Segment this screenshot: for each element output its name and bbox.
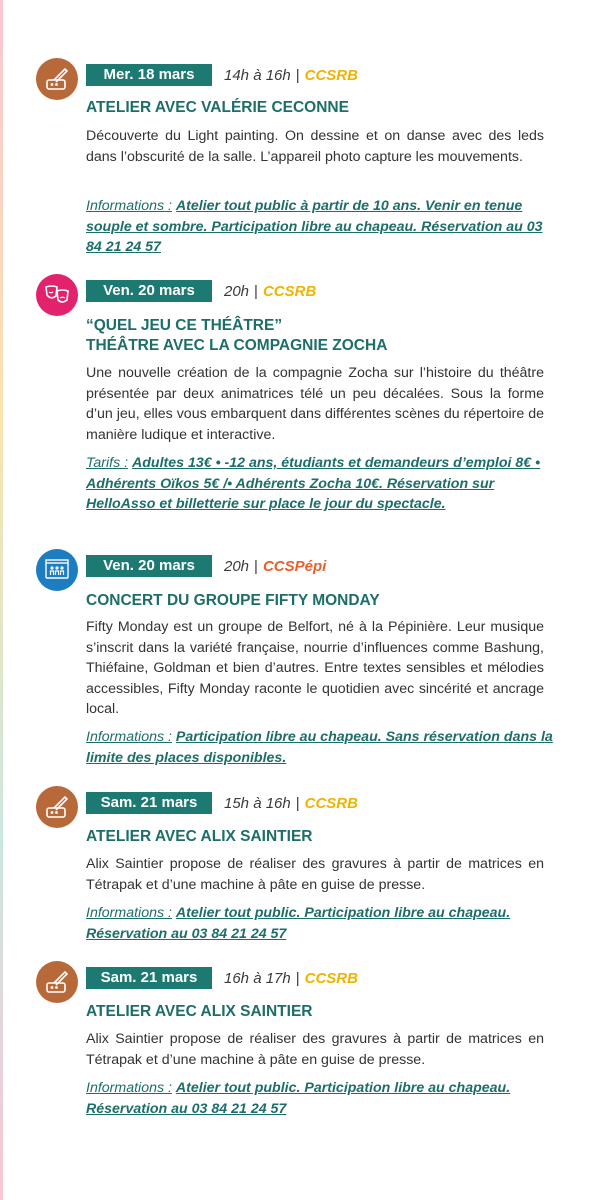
event-title [86, 316, 387, 356]
info-text: Adultes 13€ • -12 ans, étudiants et demandeurs d’emploi 8€ • Adhérents Oïkos 5€ /• Adhérents Zocha 10€. Réservation sur HelloAsso et billetterie sur place le jour du spectacle. [86, 455, 541, 512]
event-title-line: ATELIER AVEC ALIX SAINTIER [86, 828, 313, 845]
event-description: Une nouvelle création de la compagnie Zocha sur l’histoire du théâtre présentée par deux animatrices télé un peu décalées. Sous la forme d’un jeu, elles vous embarquent dans différentes scènes du répertoire de manière ludique et interactive. [86, 365, 544, 443]
event-description: Fifty Monday est un groupe de Belfort, né à la Pépinière. Leur musique s’inscrit dans la variété française, nourrie d’influences comme Bashung, Thiéfaine, Goldman et bien d’autres. Entre textes sensibles et mélodies accessibles, Fifty Monday raconte le quotidien avec sincérité et ancrage local. [86, 619, 544, 717]
info-text: Atelier tout public à partir de 10 ans. Venir en tenue souple et sombre. Participation libre au chapeau. Réservation au 03 84 21 24 57 [86, 198, 543, 255]
event-title [86, 1002, 312, 1022]
date-badge: Sam. 21 mars [86, 967, 212, 989]
event-header [86, 792, 358, 814]
event-title-line: ATELIER AVEC VALÉRIE CECONNE [86, 99, 349, 116]
date-badge: Mer. 18 mars [86, 64, 212, 86]
venue-label: CCSRB [304, 66, 358, 84]
event-5 [36, 961, 548, 1121]
event-title-line: “QUEL JEU CE THÉÂTRE” [86, 317, 283, 334]
info-label: Informations : [86, 1080, 172, 1096]
info-label: Tarifs : [86, 455, 129, 471]
separator: | [254, 557, 258, 575]
event-title [86, 827, 312, 847]
paintbrush-palette-icon [36, 786, 78, 828]
event-description: Découverte du Light painting. On dessine et on danse avec des leds dans l’obscurité de la salle. L’appareil photo capture les mouvements. [86, 128, 544, 165]
event-info [86, 903, 556, 944]
event-header [86, 64, 358, 86]
event-header [86, 555, 326, 577]
separator: | [295, 66, 300, 84]
info-text: Atelier tout public. Participation libre au chapeau. Réservation au 03 84 21 24 57 [86, 905, 511, 942]
concert-stage-icon [36, 549, 78, 591]
event-description: Alix Saintier propose de réaliser des gravures à partir de matrices en Tétrapak et d’une machine à pâte en guise de presse. [86, 1031, 544, 1068]
event-info [86, 453, 556, 515]
separator: | [254, 282, 258, 300]
separator: | [295, 969, 300, 987]
event-info [86, 727, 556, 768]
info-label: Informations : [86, 198, 172, 214]
venue-label: CCSRB [262, 282, 317, 300]
info-label: Informations : [86, 905, 172, 921]
date-badge: Sam. 21 mars [86, 792, 212, 814]
event-title-line: CONCERT DU GROUPE FIFTY MONDAY [86, 592, 380, 609]
time-label: 20h [224, 557, 250, 575]
date-badge: Ven. 20 mars [86, 280, 212, 302]
time-label: 14h à 16h [224, 66, 291, 84]
event-title [86, 591, 380, 611]
event-info [86, 196, 556, 258]
event-4 [36, 786, 548, 946]
info-label: Informations : [86, 729, 172, 745]
venue-label: CCSRB [304, 969, 358, 987]
event-description: Alix Saintier propose de réaliser des gravures à partir de matrices en Tétrapak et d’une machine à pâte en guise de presse. [86, 856, 544, 893]
event-2 [36, 274, 548, 534]
page-edge-decoration [0, 0, 3, 1200]
date-badge: Ven. 20 mars [86, 555, 212, 577]
event-header [86, 967, 358, 989]
time-label: 20h [224, 282, 250, 300]
event-title-line: THÉÂTRE AVEC LA COMPAGNIE ZOCHA [86, 337, 388, 354]
event-title [86, 98, 349, 118]
time-label: 16h à 17h [224, 969, 291, 987]
venue-label: CCSPépi [262, 557, 327, 575]
event-1 [36, 58, 548, 263]
time-label: 15h à 16h [224, 794, 291, 812]
event-header [86, 280, 316, 302]
event-title-line: ATELIER AVEC ALIX SAINTIER [86, 1003, 313, 1020]
event-3 [36, 549, 553, 774]
paintbrush-palette-icon [36, 961, 78, 1003]
theatre-masks-icon [36, 274, 78, 316]
event-info [86, 1078, 556, 1119]
info-text: Atelier tout public. Participation libre au chapeau. Réservation au 03 84 21 24 57 [86, 1080, 511, 1117]
separator: | [295, 794, 300, 812]
venue-label: CCSRB [304, 794, 358, 812]
paintbrush-palette-icon [36, 58, 78, 100]
info-text: Participation libre au chapeau. Sans réservation dans la limite des places disponibles. [86, 729, 553, 766]
